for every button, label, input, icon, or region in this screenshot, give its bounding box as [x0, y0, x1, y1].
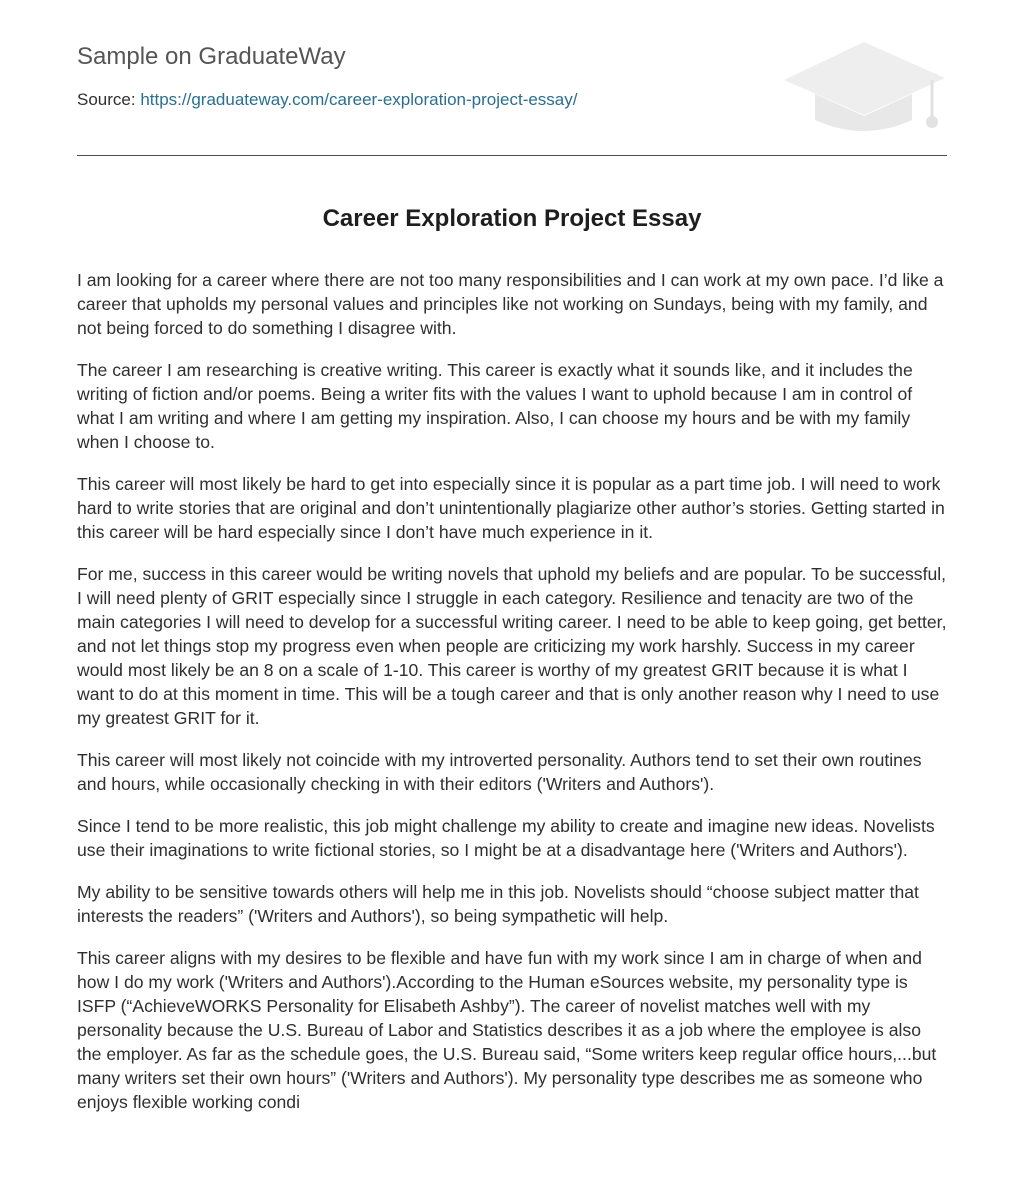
- essay-paragraph: I am looking for a career where there are not too many responsibilities and I can work at my own pace. I’d like a career that upholds my personal values and principles like not working on Sundays, being with my family, and not being forced to do something I disagree with.: [77, 270, 944, 338]
- source-link[interactable]: https://graduateway.com/career-exploration-project-essay/: [140, 90, 578, 109]
- essay-paragraph: This career aligns with my desires to be flexible and have fun with my work since I am in charge of when and how I do my work ('Writers and Authors').According to the Human eSources website, my personality type is ISFP (“AchieveWORKS Personality for Elisabeth Ashby”). The career of novelist matches well with my personality because the U.S. Bureau of Labor and Statistics describes it as a job where the employee is also the employer. As far as the schedule goes, the U.S. Bureau said, “Some writers keep regular office hours,...but many writers set their own hours” ('Writers and Authors'). My personality type describes me as someone who enjoys flexible working condi: [77, 948, 937, 1112]
- page-header: [77, 38, 947, 156]
- essay-paragraph: This career will most likely be hard to get into especially since it is popular as a part time job. I will need to work hard to write stories that are original and don’t unintentionally plagiarize other author’s stories. Getting started in this career will be hard especially since I don’t have much experience in it.: [77, 474, 945, 542]
- essay-paragraph: Since I tend to be more realistic, this job might challenge my ability to create and imagine new ideas. Novelists use their imaginations to write fictional stories, so I might be at a disadvantage here ('Writers and Authors').: [77, 816, 935, 860]
- graduation-cap-icon: [782, 30, 947, 135]
- source-label: Source:: [77, 90, 136, 109]
- source-line: [77, 90, 578, 110]
- essay-paragraph: For me, success in this career would be writing novels that uphold my beliefs and are popular. To be successful, I will need plenty of GRIT especially since I struggle in each category. Resilience and tenacity are two of the main categories I will need to develop for a successful writing career. I need to be able to keep going, get better, and not let things stop my progress even when people are criticizing my work harshly. Success in my career would most likely be an 8 on a scale of 1-10. This career is worthy of my greatest GRIT because it is what I want to do at this moment in time. This will be a tough career and that is only another reason why I need to use my greatest GRIT for it.: [77, 564, 947, 728]
- essay-paragraph: The career I am researching is creative writing. This career is exactly what it sounds like, and it includes the writing of fiction and/or poems. Being a writer fits with the values I want to uphold because I am in control of what I am writing and where I am getting my inspiration. Also, I can choose my hours and be with my family when I choose to.: [77, 360, 913, 452]
- header-divider: [77, 155, 947, 156]
- essay-title: Career Exploration Project Essay: [322, 205, 702, 232]
- essay-body: [77, 268, 949, 1132]
- site-title: Sample on GraduateWay: [77, 43, 346, 70]
- essay-paragraph: My ability to be sensitive towards others will help me in this job. Novelists should “choose subject matter that interests the readers” ('Writers and Authors'), so being sympathetic will help.: [77, 882, 919, 926]
- essay-paragraph: This career will most likely not coincide with my introverted personality. Authors tend to set their own routines and hours, while occasionally checking in with their editors ('Writers and Authors').: [77, 750, 922, 794]
